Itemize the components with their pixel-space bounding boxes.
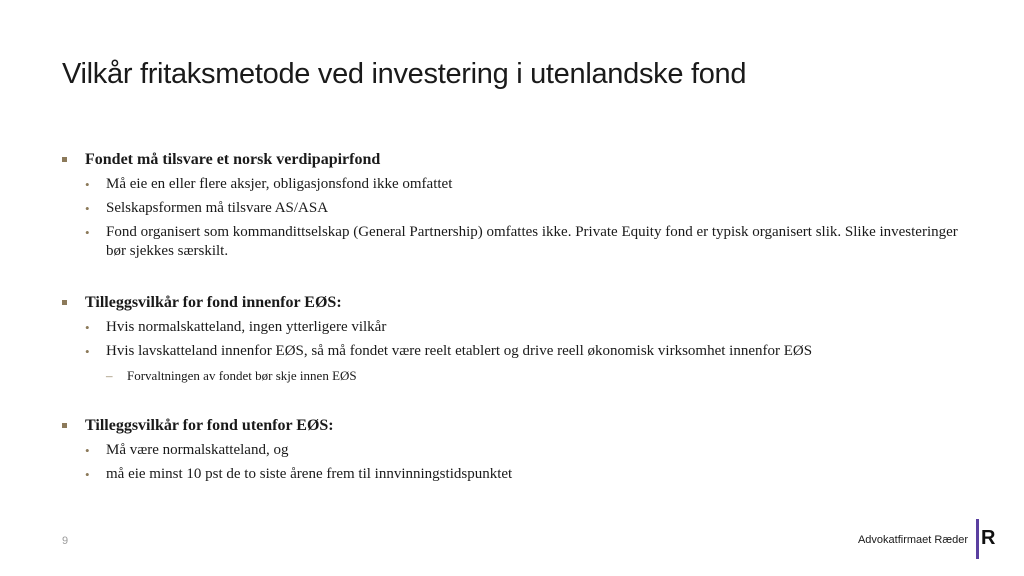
section-norsk-verdipapirfond [62, 150, 962, 261]
list-item: • Fond organisert som kommandittselskap (General Partnership) omfattes ikke. Private Equity fond er typisk organisert slik. Slike investeringer bør sjekkes særskilt. [85, 224, 958, 259]
dot-bullet-icon: • [85, 320, 90, 335]
section-heading: Fondet må tilsvare et norsk verdipapirfond [62, 150, 962, 170]
square-bullet-icon [62, 423, 67, 428]
square-bullet-icon [62, 157, 67, 162]
firm-logo-icon: R [981, 527, 996, 549]
section-utenfor-eos [62, 416, 962, 484]
list-item: • Hvis lavskatteland innenfor EØS, så må fondet være reelt etablert og drive reell økonomisk virksomhet innenfor EØS [85, 343, 813, 359]
dash-bullet-icon: – [106, 368, 113, 383]
list-item: • Må være normalskatteland, og [85, 442, 289, 458]
slide-content [62, 150, 962, 484]
sub-list-item: – Forvaltningen av fondet bør skje innen EØS [106, 368, 357, 383]
logo-bar-icon [976, 519, 979, 559]
section-innenfor-eos [62, 293, 962, 384]
section-heading: Tilleggsvilkår for fond utenfor EØS: [62, 416, 962, 436]
dot-bullet-icon: • [85, 225, 90, 240]
dot-bullet-icon: • [85, 344, 90, 359]
firm-name: Advokatfirmaet Ræder [857, 534, 968, 546]
section-heading: Tilleggsvilkår for fond innenfor EØS: [62, 293, 962, 313]
square-bullet-icon [62, 300, 67, 305]
dot-bullet-icon: • [85, 177, 90, 192]
list-item: • Hvis normalskatteland, ingen ytterligere vilkår [85, 319, 387, 335]
list-item: • Må eie en eller flere aksjer, obligasjonsfond ikke omfattet [85, 176, 453, 192]
page-number: 9 [62, 535, 69, 547]
dot-bullet-icon: • [85, 467, 90, 482]
list-item: • må eie minst 10 pst de to siste årene frem til innvinningstidspunktet [85, 466, 513, 482]
slide-title: Vilkår fritaksmetode ved investering i utenlandske fond [62, 58, 747, 90]
list-item: • Selskapsformen må tilsvare AS/ASA [85, 200, 329, 216]
dot-bullet-icon: • [85, 443, 90, 458]
dot-bullet-icon: • [85, 201, 90, 216]
